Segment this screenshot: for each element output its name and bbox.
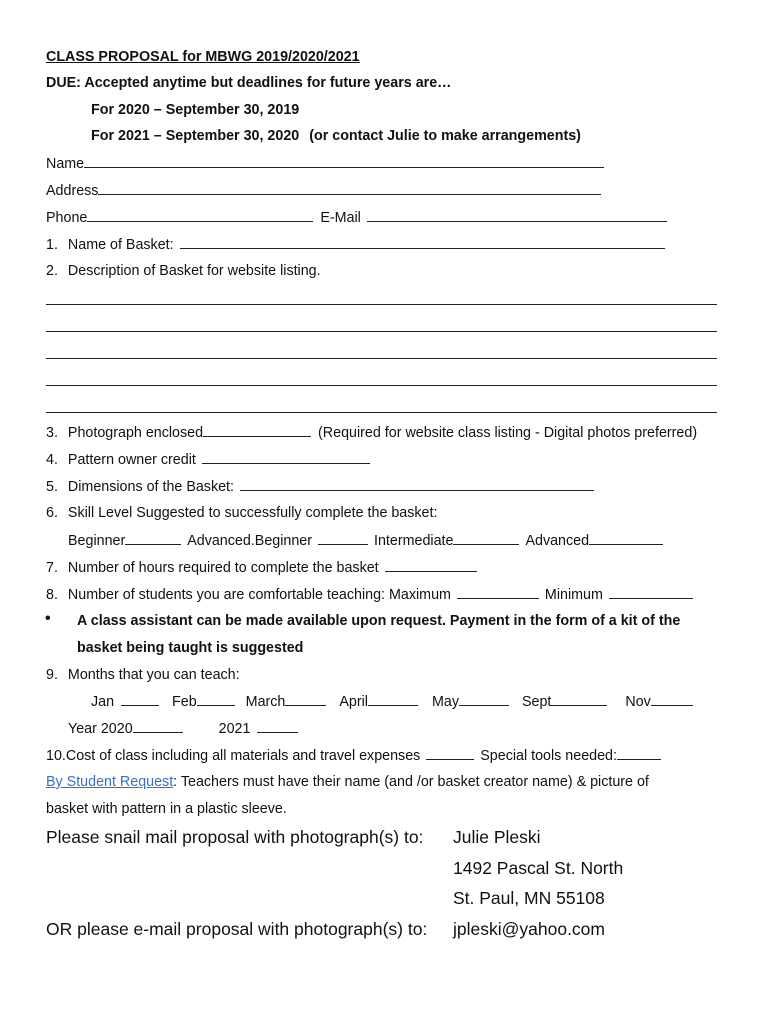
skill-beginner-blank[interactable] xyxy=(125,531,181,545)
deadline-2021 xyxy=(91,127,581,145)
cost-blank[interactable] xyxy=(426,746,474,760)
address-field xyxy=(46,181,601,200)
email-label: E-Mail xyxy=(320,210,361,226)
q5-number: 5. xyxy=(46,479,58,495)
q5-label: Dimensions of the Basket: xyxy=(67,479,235,495)
month-feb-blank[interactable] xyxy=(197,692,235,706)
q6-label: Skill Level Suggested to successfully complete the basket: xyxy=(67,505,438,521)
month-sept-blank[interactable] xyxy=(551,692,607,706)
q2 xyxy=(46,262,321,280)
q1-number: 1. xyxy=(46,237,58,253)
month-feb: Feb xyxy=(172,694,197,710)
basket-name-blank[interactable] xyxy=(180,235,665,249)
month-march: March xyxy=(245,694,286,710)
dimensions-blank[interactable] xyxy=(240,477,594,491)
skill-intermediate-blank[interactable] xyxy=(453,531,519,545)
name-label: Name xyxy=(46,156,85,172)
q7-label: Number of hours required to complete the basket xyxy=(67,560,379,576)
month-april: April xyxy=(339,694,368,710)
month-march-blank[interactable] xyxy=(285,692,326,706)
description-line-1[interactable] xyxy=(46,304,717,305)
q8 xyxy=(46,585,693,604)
q10 xyxy=(46,746,661,765)
month-april-blank[interactable] xyxy=(368,692,418,706)
description-line-3[interactable] xyxy=(46,358,717,359)
month-nov: Nov xyxy=(625,694,651,710)
month-jan: Jan xyxy=(91,694,115,710)
q1-label: Name of Basket: xyxy=(67,237,174,253)
email-mail-label: OR please e-mail proposal with photograph(s) to: xyxy=(46,919,428,939)
assistant-note-2: basket being taught is suggested xyxy=(77,640,304,656)
due-text: DUE: Accepted anytime but deadlines for future years are… xyxy=(46,75,452,91)
q2-number: 2. xyxy=(46,263,58,279)
skill-advanced-label: Advanced xyxy=(525,533,590,549)
skill-advanced-blank[interactable] xyxy=(589,531,663,545)
tools-label: Special tools needed: xyxy=(480,748,617,764)
name-blank[interactable] xyxy=(84,154,604,168)
q3-number: 3. xyxy=(46,425,58,441)
assistant-note-1: A class assistant can be made available upon request. Payment in the form of a kit of the xyxy=(77,613,681,629)
month-nov-blank[interactable] xyxy=(651,692,693,706)
year-2021-blank[interactable] xyxy=(257,719,298,733)
q6-number: 6. xyxy=(46,505,58,521)
max-students-blank[interactable] xyxy=(457,585,539,599)
months-row xyxy=(91,692,693,711)
q3 xyxy=(46,423,697,442)
phone-label: Phone xyxy=(46,210,88,226)
deadline-2020: For 2020 – September 30, 2019 xyxy=(91,102,300,118)
q8-number: 8. xyxy=(46,587,58,603)
deadline-note: (or contact Julie to make arrangements) xyxy=(309,128,581,144)
q1 xyxy=(46,235,665,254)
recipient-city: St. Paul, MN 55108 xyxy=(453,888,605,908)
address-label: Address xyxy=(46,183,99,199)
q6 xyxy=(46,504,437,522)
description-line-4[interactable] xyxy=(46,385,717,386)
description-line-5[interactable] xyxy=(46,412,717,413)
q7 xyxy=(46,558,477,577)
month-sept: Sept xyxy=(521,694,552,710)
student-request-text: : Teachers must have their name (and /or basket creator name) & picture of xyxy=(173,774,649,790)
year-row xyxy=(68,719,298,738)
phone-email-field xyxy=(46,208,667,227)
student-request-line-2: basket with pattern in a plastic sleeve. xyxy=(46,801,287,817)
skill-adv-beginner-label: Advanced.Beginner xyxy=(187,533,313,549)
bullet-icon: • xyxy=(45,610,51,627)
q4-number: 4. xyxy=(46,452,58,468)
q9-label: Months that you can teach: xyxy=(67,667,240,683)
q4 xyxy=(46,450,370,469)
skill-levels xyxy=(68,531,663,550)
q9 xyxy=(46,666,240,684)
email-blank[interactable] xyxy=(367,208,667,222)
recipient-street: 1492 Pascal St. North xyxy=(453,858,624,878)
phone-blank[interactable] xyxy=(87,208,313,222)
name-field xyxy=(46,154,604,173)
description-line-2[interactable] xyxy=(46,331,717,332)
month-jan-blank[interactable] xyxy=(121,692,159,706)
photo-blank[interactable] xyxy=(203,423,311,437)
pattern-credit-blank[interactable] xyxy=(202,450,370,464)
min-label: Minimum xyxy=(544,587,603,603)
student-request-link[interactable]: By Student Request xyxy=(46,774,174,790)
q5 xyxy=(46,477,594,496)
month-may-blank[interactable] xyxy=(459,692,509,706)
q4-label: Pattern owner credit xyxy=(67,452,196,468)
q10-number: 10. xyxy=(46,748,66,764)
year-2021-label: 2021 xyxy=(218,721,251,737)
min-students-blank[interactable] xyxy=(609,585,693,599)
snail-mail-label: Please snail mail proposal with photograph(s) to: xyxy=(46,827,424,847)
skill-intermediate-label: Intermediate xyxy=(373,533,454,549)
skill-adv-beginner-blank[interactable] xyxy=(318,531,368,545)
tools-blank[interactable] xyxy=(617,746,661,760)
hours-blank[interactable] xyxy=(385,558,477,572)
year-2020-blank[interactable] xyxy=(133,719,183,733)
deadline-2021-date: For 2021 – September 30, 2020 xyxy=(91,128,300,144)
q3-note: (Required for website class listing - Digital photos preferred) xyxy=(318,425,698,441)
month-may: May xyxy=(431,694,459,710)
student-request xyxy=(46,773,649,791)
address-blank[interactable] xyxy=(98,181,601,195)
recipient-email[interactable]: jpleski@yahoo.com xyxy=(453,919,605,939)
year-2020-label: Year 2020 xyxy=(68,721,133,737)
q9-number: 9. xyxy=(46,667,58,683)
q3-label: Photograph enclosed xyxy=(67,425,204,441)
form-title: CLASS PROPOSAL for MBWG 2019/2020/2021 xyxy=(46,49,360,65)
q8-label: Number of students you are comfortable teaching: Maximum xyxy=(67,587,451,603)
q2-label: Description of Basket for website listing. xyxy=(67,263,321,279)
q10-label: Cost of class including all materials and travel expenses xyxy=(65,748,421,764)
q7-number: 7. xyxy=(46,560,58,576)
skill-beginner-label: Beginner xyxy=(68,533,126,549)
recipient-name: Julie Pleski xyxy=(453,827,541,847)
